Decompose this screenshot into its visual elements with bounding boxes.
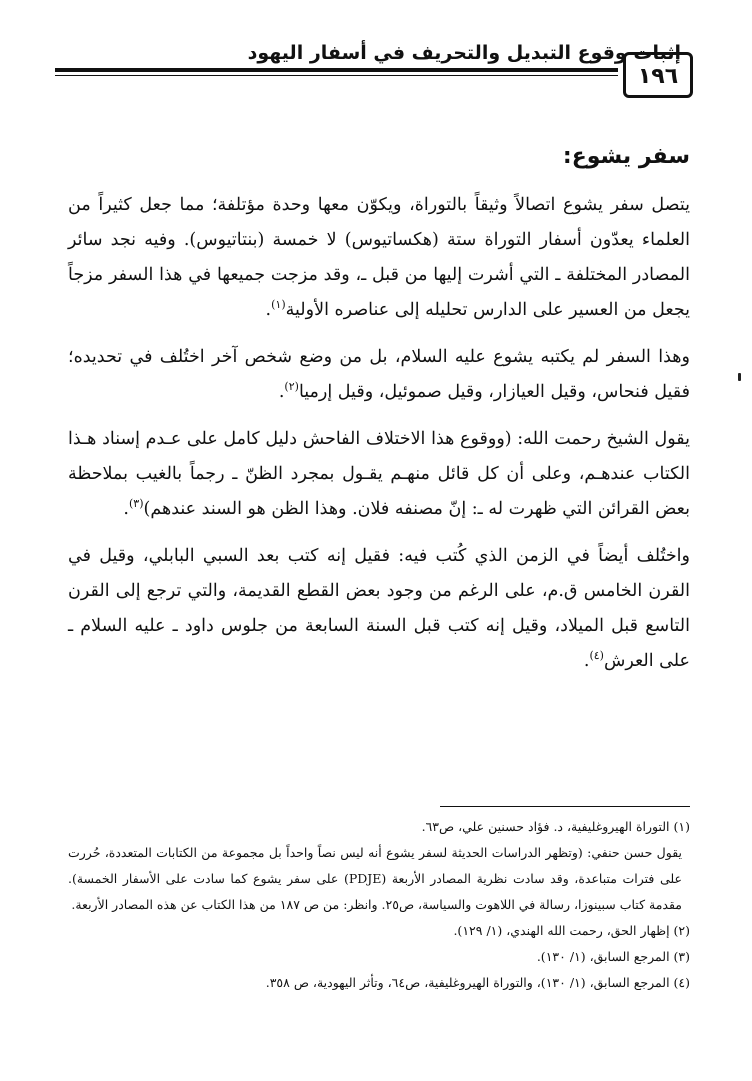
footnote-ref-3: (٣) [128,497,144,511]
paragraph-1-text: يتصل سفر يشوع اتصالاً وثيقاً بالتوراة، ويكوّن معها وحدة مؤتلفة؛ مما جعل كثيراً من العلماء يعدّون أسفار التوراة ستة (هكساتيوس) لا خمسة (بنتاتيوس). وفيه نجد سائر المصادر المختلفة ـ التي أشرت إليها من قبل ـ، وقد مزجت جميعها في هذا السفر مزجاً يجعل من العسير على الدارس تحليله إلى عناصره الأولية [68,195,690,320]
header-rule-thin [55,75,618,76]
paragraph-4-text: واختُلف أيضاً في الزمن الذي كُتب فيه: فقيل إنه كتب بعد السبي البابلي، وقيل في القرن الخامس ق.م، على الرغم من وجود بعض القطع القديمة، والتي ترجع إلى القرن التاسع قبل الميلاد، وقيل إنه كتب قبل السنة السابعة من جلوس داود ـ عليه السلام ـ على العرش [68,546,690,671]
paragraph-4-end: . [583,651,590,671]
paragraph-4 [68,539,690,679]
paragraph-3-end: . [123,499,129,519]
footnote-separator [440,806,690,807]
page-number: ١٩٦ [637,64,679,89]
footnote-ref-4: (٤) [589,649,604,663]
footnote-ref-2: (٢) [284,380,299,394]
footnotes [68,814,690,996]
footnote-1-continuation: يقول حسن حنفي: (وتظهر الدراسات الحديثة لسفر يشوع أنه ليس نصاً واحداً بل مجموعة من الكتابات المتعددة، حُررت على فترات متباعدة، وقد سادت نظرية المصادر الأربعة (PDJE) على سفر يشوع كما سادت على الأسفار الخمسة). مقدمة كتاب سبينوزا، رسالة في اللاهوت والسياسة، ص٢٥. وانظر: من ص ١٨٧ من هذا الكتاب عن هذه المصادر الأربعة. [68,845,682,912]
paragraph-3 [68,422,690,527]
paragraph-2-end: . [278,382,285,402]
paragraph-1 [68,188,690,328]
footnote-2: (٢) إظهار الحق، رحمت الله الهندي، (١/ ١٢٩). [453,923,690,938]
footnote-3: (٣) المرجع السابق، (١/ ١٣٠). [536,949,690,964]
paragraph-2-text: وهذا السفر لم يكتبه يشوع عليه السلام، بل من وضع شخص آخر اختُلف في تحديده؛ فقيل فنحاس، وقيل العيازار، وقيل صموئيل، وقيل إرميا [68,347,690,402]
main-text [68,140,690,691]
footnote-1: (١) التوراة الهيروغليفية، د. فؤاد حسنين علي، ص٦٣. [421,819,690,834]
footnote-ref-1: (١) [271,298,286,312]
footnote-4: (٤) المرجع السابق، (١/ ١٣٠)، والتوراة الهيروغليفية، ص٦٤، وتأثر اليهودية، ص ٣٥٨. [265,975,690,990]
page-header [55,38,693,108]
paragraph-1-end: . [265,300,272,320]
running-header-title: إثبات وقوع التبديل والتحريف في أسفار اليهود [247,42,681,64]
paragraph-3-text: يقول الشيخ رحمت الله: (ووقوع هذا الاختلاف الفاحش دليل كامل على عـدم إسناد هـذا الكتاب عندهـم، وعلى أن كل قائل منهـم يقـول بمجرد الظنّ ـ رجماً بالغيب بملاحظة بعض القرائن التي ظهرت له ـ: إنّ مصنفه فلان. وهذا الظن هو السند عندهم) [68,429,690,519]
header-rule-thick [55,68,618,72]
margin-mark [738,373,741,381]
section-heading: سفر يشوع: [562,144,690,169]
paragraph-2 [68,340,690,410]
